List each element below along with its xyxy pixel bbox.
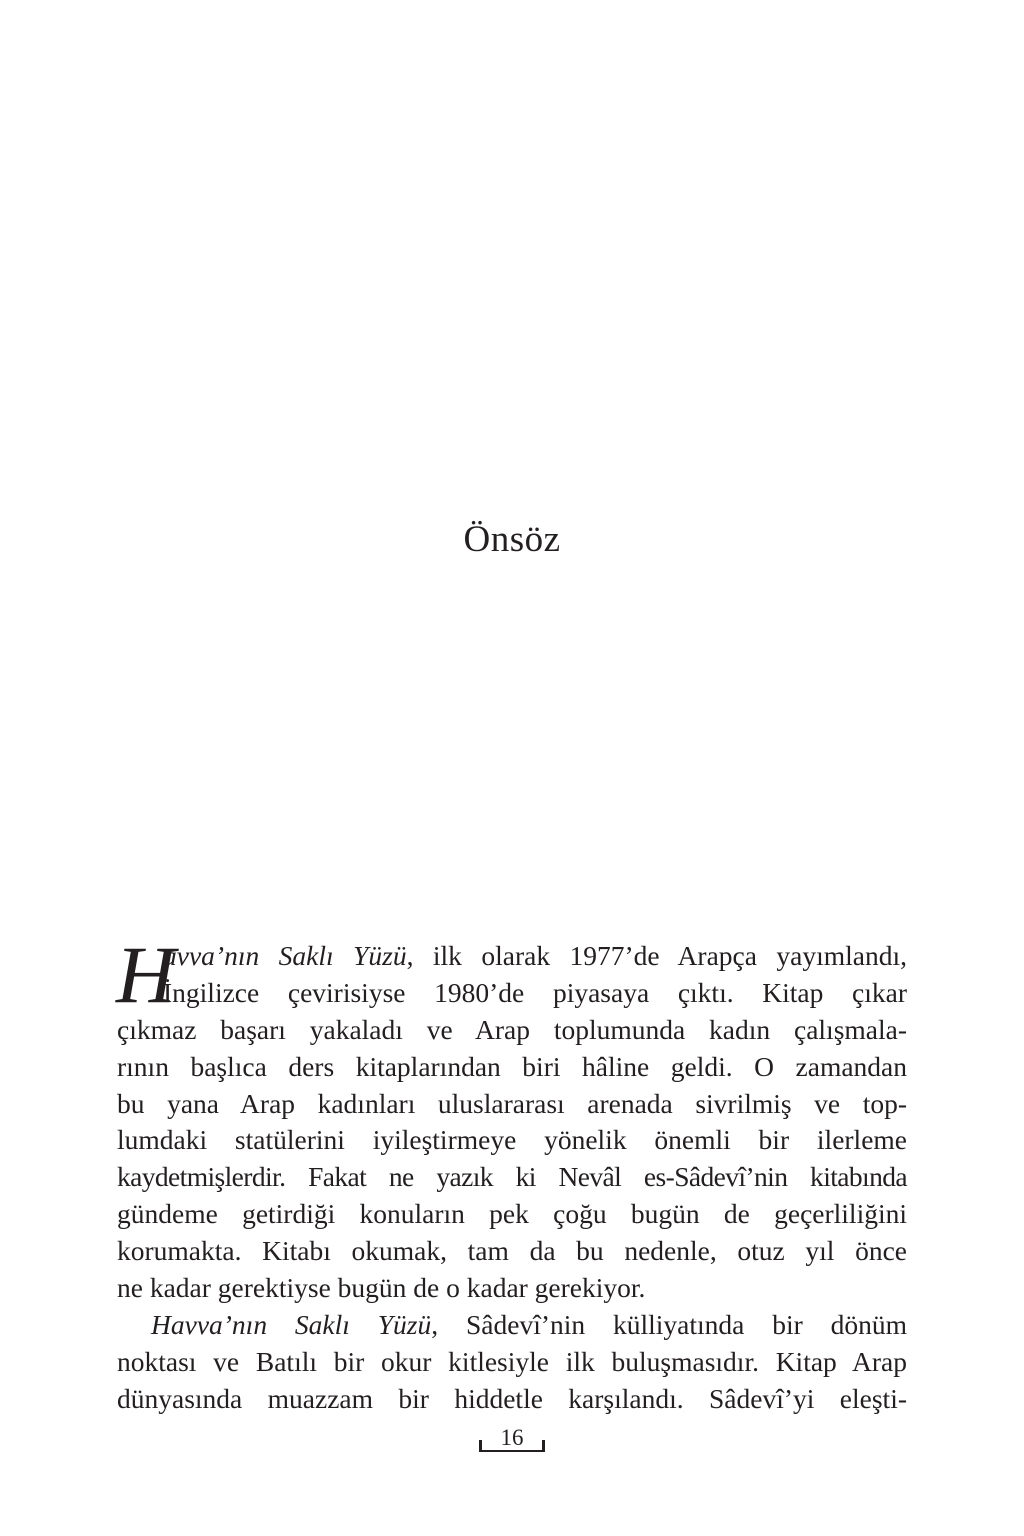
text-line: noktası ve Batılı bir okur kitlesiyle ilk buluşmasıdır. Kitap Arap — [117, 1345, 907, 1377]
text-fragment: , Sâdevî’nin külliyatında bir dönüm — [431, 1308, 907, 1340]
drop-cap: H — [116, 929, 176, 1020]
text-line: çıkmaz başarı yakaladı ve Arap toplumunda kadın çalışmala- — [117, 1013, 907, 1045]
text-line — [117, 938, 907, 975]
text-line: korumakta. Kitabı okumak, tam da bu nedenle, otuz yıl önce — [117, 1235, 907, 1267]
text-line: ne kadar gerektiyse bugün de o kadar gerekiyor. — [117, 1272, 646, 1304]
text-line: lumdaki statülerini iyileştirmeye yönelik önemli bir ilerleme — [117, 1124, 907, 1156]
page-number-rule-tick-right — [542, 1440, 545, 1452]
text-line: rının başlıca ders kitaplarından biri hâline geldi. O zamandan — [117, 1050, 907, 1082]
text-line: gündeme getirdiği konuların pek çoğu bugün de geçerliliğini — [117, 1198, 907, 1230]
page-number: 16 — [500, 1425, 524, 1450]
chapter-heading: Önsöz — [463, 519, 561, 560]
text-line: dünyasında muazzam bir hiddetle karşılandı. Sâdevî’yi eleşti- — [117, 1382, 907, 1414]
page-number-rule — [479, 1450, 545, 1452]
text-fragment: , ilk olarak 1977’de Arapça yayımlandı, — [406, 940, 907, 971]
text-line — [117, 1307, 907, 1344]
book-title-italic: Havva’nın Saklı Yüzü — [151, 1308, 432, 1340]
text-line: bu yana Arap kadınları uluslararası arenada sivrilmiş ve top- — [117, 1087, 907, 1119]
page-number-rule-tick-left — [479, 1440, 482, 1452]
text-line: kaydetmişlerdir. Fakat ne yazık ki Nevâl es-Sâdevî’nin kitabında — [117, 1161, 907, 1193]
text-line: İngilizce çevirisiyse 1980’de piyasaya çıktı. Kitap çıkar — [163, 976, 907, 1008]
book-title-italic: avva’nın Saklı Yüzü — [163, 940, 407, 971]
body-text — [116, 929, 907, 1418]
